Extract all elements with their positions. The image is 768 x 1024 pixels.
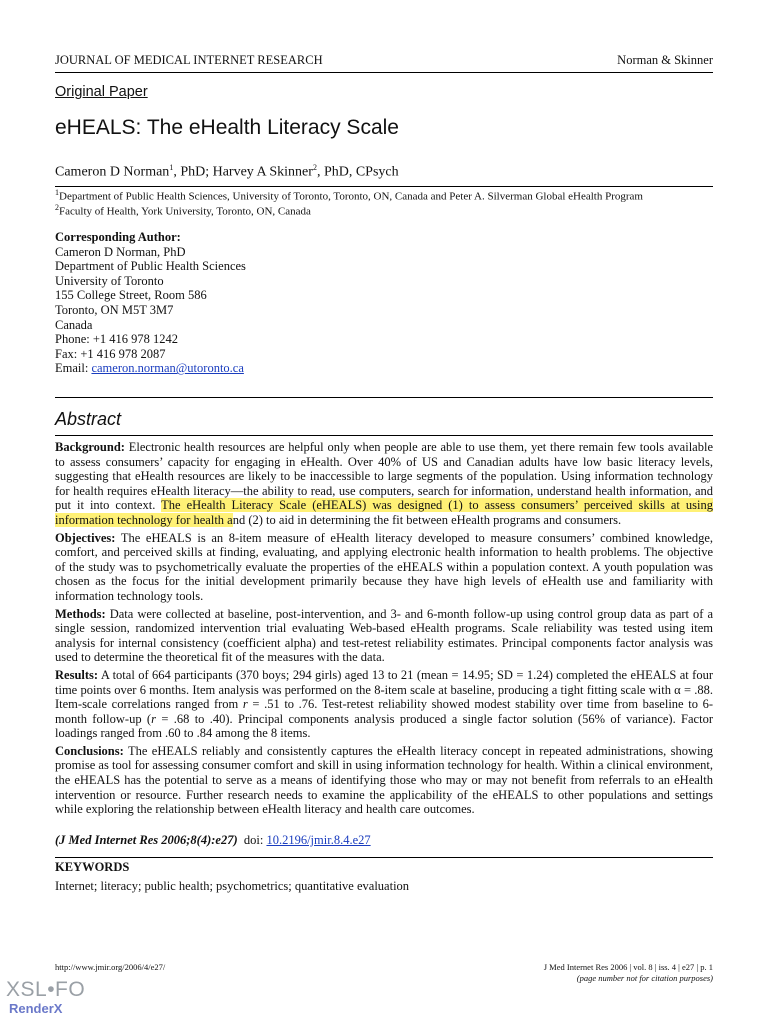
- affil-text: Department of Public Health Sciences, University of Toronto, Toronto, ON, Canada and Peter A. Silverman Global eHealth Program: [59, 190, 643, 203]
- abstract-background: [55, 440, 713, 528]
- author-rule: [55, 186, 713, 187]
- email-link[interactable]: cameron.norman@utoronto.ca: [91, 361, 244, 376]
- corresponding-line: 155 College Street, Room 586: [55, 288, 207, 303]
- citation-ref: (J Med Internet Res 2006;8(4):e27): [55, 833, 238, 847]
- page-title: eHEALS: The eHealth Literacy Scale: [55, 116, 399, 139]
- corresponding-heading: Corresponding Author:: [55, 230, 181, 244]
- keywords-rule: [55, 857, 713, 858]
- section-label: Background:: [55, 440, 125, 454]
- author-line: [55, 163, 399, 181]
- corresponding-line: University of Toronto: [55, 273, 164, 288]
- affiliation-1: [55, 188, 643, 203]
- corresponding-line: Cameron D Norman, PhD: [55, 244, 186, 259]
- journal-name: JOURNAL OF MEDICAL INTERNET RESEARCH: [55, 53, 323, 67]
- section-label: Methods:: [55, 606, 106, 621]
- section-text: Data were collected at baseline, post-intervention, and 3- and 6-month follow-up using control group data as part of a single session, randomized intervention trial evaluating Web-based eHealth programs. Scale reliability was tested using item analysis for internal consistency (coefficient alpha) and test-retest reliability estimates. Principal components factor analysis was used to determine the theoretical fit of the measures with the data.: [55, 606, 713, 665]
- abstract-objectives: [55, 531, 713, 604]
- footer-note: (page number not for citation purposes): [576, 973, 713, 983]
- section-label: Objectives:: [55, 530, 116, 545]
- abstract-heading: Abstract: [55, 409, 122, 429]
- abstract-body: [55, 440, 713, 820]
- corresponding-line: Fax: +1 416 978 2087: [55, 346, 166, 361]
- author-affil-sup: 1: [169, 163, 174, 172]
- footer-reference: [544, 962, 713, 984]
- section-text: The eHEALS reliably and consistently captures the eHealth literacy concept in repeated administrations, showing promise as tool for assessing consumer comfort and skill in using information technology for health. Within a clinical environment, the eHEALS has the potential to serve as a means of identifying those who may or may not benefit from referrals to an eHealth intervention or resource. Further research needs to examine the applicability of the eHEALS to other populations and settings while exploring the relationship between eHealth literacy and health care outcomes.: [55, 743, 713, 817]
- section-text: A total of 664 participants (370 boys; 294 girls) aged 13 to 21 (mean = 14.95; SD = 1.24) completed the eHEALS at four time points over 6 months. Item analysis was performed on the 8-item scale at baseline, producing a tight fitting scale with α = .88. Item-scale correlations ranged from: [55, 667, 714, 712]
- abstract-methods: [55, 607, 713, 665]
- section-text: = .51 to .76. Test-retest reliability showed modest stability over time from baseline to 6-month follow-up (: [55, 697, 713, 726]
- author-name: Cameron D Norman: [55, 164, 170, 180]
- section-text: Electronic health resources are helpful only when people are able to use them, yet there remain few tools available to assess consumers’ capacity for engaging in eHealth. Over 40% of US and Canadian adults have low basic literacy levels, suggesting that eHealth resources are likely to be inaccessible to large segments of the population. Using information technology for health requires eHealth literacy—the ability to read, use computers, search for information, understand health information, and put it into context.: [55, 440, 713, 513]
- corresponding-line: Toronto, ON M5T 3M7: [55, 302, 174, 317]
- affil-sup: 2: [55, 203, 59, 212]
- citation-line: [55, 833, 371, 848]
- corresponding-author: [55, 230, 246, 376]
- keywords-text: Internet; literacy; public health; psychometrics; quantitative evaluation: [55, 879, 410, 893]
- xslfo-watermark: XSL•FO: [6, 978, 86, 1001]
- section-label: Results:: [55, 667, 99, 682]
- abstract-conclusions: [55, 744, 713, 817]
- corresponding-line: Phone: +1 416 978 1242: [55, 332, 179, 347]
- section-text: = .68 to .40). Principal components analysis produced a single factor solution (56% of variance). Factor loadings ranged from .60 to .84 among the 8 items.: [55, 711, 713, 741]
- stat-symbol: r: [151, 711, 156, 726]
- highlighted-text: The eHealth Literacy Scale (eHEALS) was designed (1) to assess consumers’ perceived skills at using information technology for health a: [55, 498, 713, 527]
- corresponding-line: Canada: [55, 317, 93, 332]
- author-degree: , PhD, CPsych: [316, 164, 399, 180]
- section-text: The eHEALS is an 8-item measure of eHealth literacy developed to measure consumers’ combined knowledge, comfort, and perceived skills at finding, evaluating, and applying electronic health information to health problems. The objective of the study was to psychometrically evaluate the properties of the eHEALS within a population context. A youth population was chosen as the focus for the initial development primarily because they have high levels of eHealth use and familiarity with information technology tools.: [55, 530, 713, 603]
- running-header: [55, 53, 713, 69]
- header-authors: Norman & Skinner: [617, 53, 713, 67]
- author-degree: , PhD;: [173, 164, 213, 180]
- section-text: nd (2) to aid in determining the fit between eHealth programs and consumers.: [232, 512, 622, 527]
- affiliation-2: [55, 203, 311, 218]
- affil-sup: 1: [55, 188, 59, 197]
- footer-url: http://www.jmir.org/2006/4/e27/: [55, 962, 166, 972]
- footer-ref: J Med Internet Res 2006 | vol. 8 | iss. 4 | e27 | p. 1: [543, 962, 713, 972]
- section-label: Conclusions:: [55, 743, 124, 758]
- abstract-results: [55, 668, 713, 741]
- corresponding-line: Department of Public Health Sciences: [55, 259, 246, 274]
- keywords-heading: KEYWORDS: [55, 860, 130, 874]
- article-type: Original Paper: [55, 84, 148, 100]
- email-label: Email:: [55, 361, 92, 376]
- author-affil-sup: 2: [312, 163, 317, 172]
- abstract-heading-rule: [55, 435, 713, 436]
- author-name: Harvey A Skinner: [212, 164, 313, 180]
- affil-text: Faculty of Health, York University, Toronto, ON, Canada: [59, 205, 311, 218]
- stat-symbol: r: [242, 697, 248, 712]
- renderx-watermark: RenderX: [9, 1001, 63, 1016]
- doi-link[interactable]: 10.2196/jmir.8.4.e27: [266, 833, 371, 847]
- doi-label: doi:: [243, 833, 264, 847]
- header-rule: [55, 72, 713, 73]
- abstract-top-rule: [55, 397, 713, 398]
